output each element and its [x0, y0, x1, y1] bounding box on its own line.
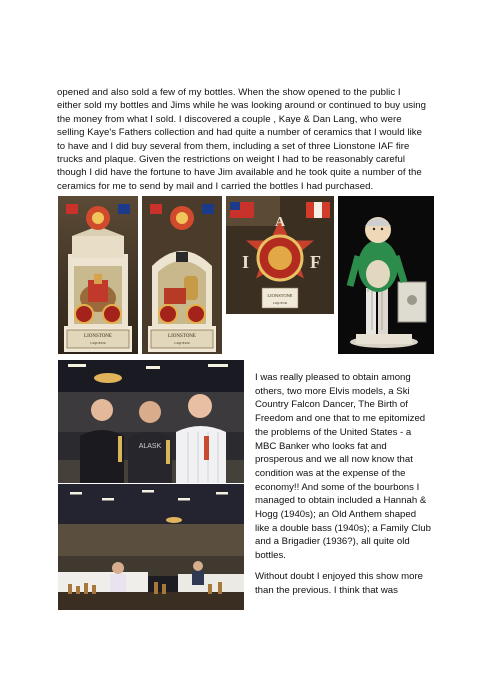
label-top-text: LIONSTONE — [84, 334, 112, 339]
label-top-text: LIONSTONE — [267, 293, 293, 298]
shirt-text: ALASK — [138, 443, 162, 450]
label-bottom-text: LIQUEUR — [273, 301, 287, 305]
plaque-letter-i: I — [242, 252, 250, 272]
label-top-text: LIONSTONE — [168, 334, 196, 339]
three-men-photo — [58, 360, 244, 483]
plaque-letter-f: F — [310, 252, 321, 272]
banker-figurine-photo — [338, 196, 434, 354]
fire-truck-decanter-photo-2 — [142, 196, 222, 354]
label-bottom-text: LIQUEUR — [90, 341, 106, 345]
plaque-letter-a: A — [274, 215, 286, 230]
iaf-plaque-photo — [226, 196, 334, 314]
side-paragraph-2: Without doubt I enjoyed this show more than the previous. I think that was — [255, 570, 423, 596]
label-bottom-text: LIQUEUR — [174, 341, 190, 345]
intro-paragraph: opened and also sold a few of my bottles. When the show opened to the public I either sold my bottles and Jims while he was looking around or continued to buy using the money from what I sold. I discovered a couple , Kaye & Dan Lang, who were selling Kaye's Fathers collection and had quite a number of ceramics that I would like to have and I did buy several from them, including a set of three Lionstone IAF fire trucks and plaque. Given the restrictions on weight I had to be reasonably careful though I did have the fortune to have Jim available and he took quite a number of the ceramics for me to send by mail and I carried the bottles I had purchased. — [57, 87, 427, 192]
side-paragraph-1: I was really pleased to obtain among others, two more Elvis models, a Ski Country Falcon Dancer, The Birth of Freedom and one that to me epitomized the problems of the United States - a MBC Banker who looks fat and prosperous and we all now know that condition was at the expense of the economy!! And some of the bourbons I managed to obtain included a Hannah & Hogg (1940s); an Old Anthem shaped like a double bass (1940s); a Family Club and a Brigadier (1936?), all quite old bottles. — [255, 372, 431, 562]
fire-truck-decanter-photo-1 — [58, 196, 138, 354]
side-text-column — [255, 371, 433, 604]
show-hall-photo — [58, 484, 244, 610]
